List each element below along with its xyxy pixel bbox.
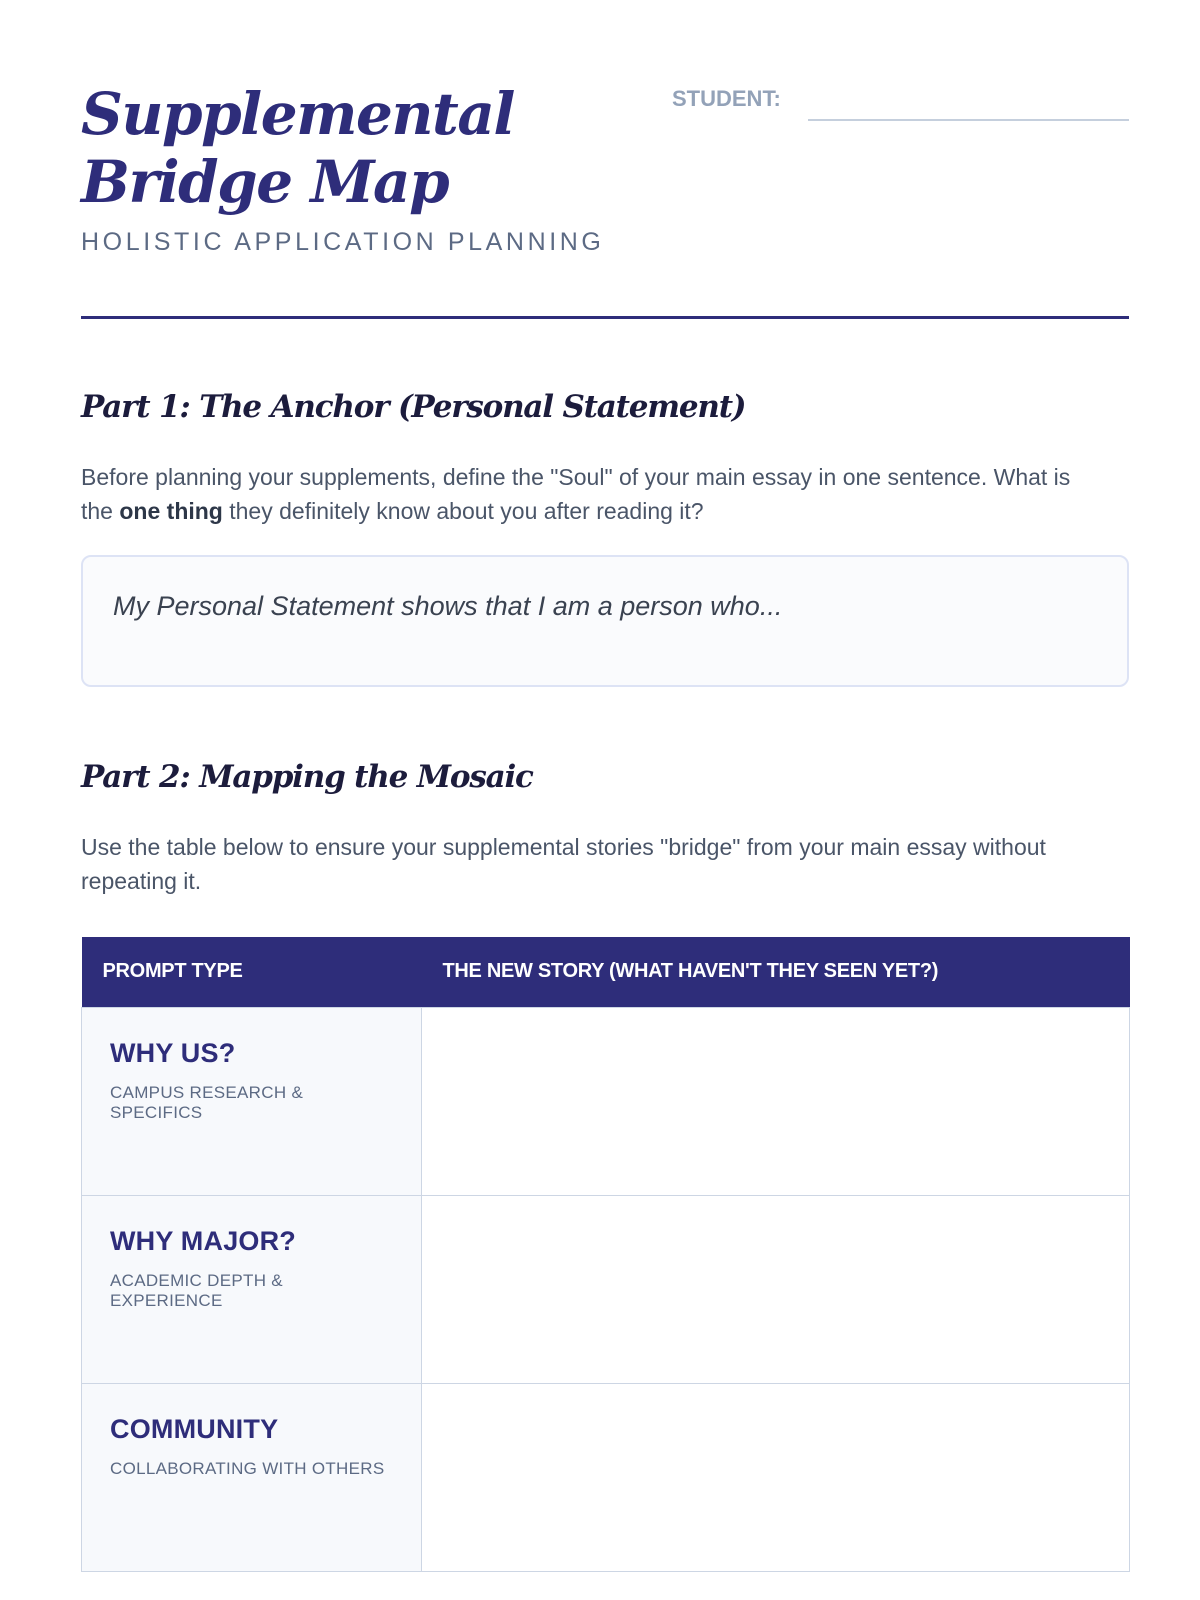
student-name-field[interactable] (808, 119, 1129, 121)
part1-desc-after: they definitely know about you after reading it? (222, 498, 704, 524)
anchor-statement-box[interactable] (81, 555, 1129, 687)
prompt-type-title: WHY US? (110, 1037, 236, 1068)
prompt-type-cell (82, 1383, 422, 1571)
part2-title: Part 2: Mapping the Mosaic (81, 759, 533, 795)
page-subtitle: HOLISTIC APPLICATION PLANNING (81, 228, 605, 256)
prompt-type-subtitle: COLLABORATING WITH OTHERS (110, 1458, 385, 1478)
new-story-cell[interactable] (422, 1007, 1130, 1195)
anchor-prompt-text: My Personal Statement shows that I am a person who... (113, 591, 783, 621)
prompt-type-cell (82, 1195, 422, 1383)
part1-desc-before: Before planning your supplements, define the "Soul" of your main essay in one sentence. What is the (81, 464, 1071, 524)
part1-title: Part 1: The Anchor (Personal Statement) (81, 389, 746, 425)
prompt-type-title: WHY MAJOR? (110, 1225, 297, 1256)
header-divider (81, 316, 1129, 319)
part2-description: Use the table below to ensure your supplemental stories "bridge" from your main essay without repeating it. (81, 834, 1046, 894)
prompt-type-title: COMMUNITY (110, 1413, 279, 1444)
prompt-type-subtitle: ACADEMIC DEPTH & EXPERIENCE (110, 1270, 283, 1310)
part1-desc-emphasis: one thing (119, 498, 223, 524)
student-label: STUDENT: (672, 86, 781, 111)
new-story-cell[interactable] (422, 1195, 1130, 1383)
new-story-cell[interactable] (422, 1383, 1130, 1571)
column-header-prompt-type: PROMPT TYPE (82, 937, 422, 1007)
table-row (82, 1383, 1130, 1571)
page-title: Supplemental Bridge Map (81, 80, 514, 216)
part1-description (81, 460, 1101, 528)
table-row (82, 1007, 1130, 1195)
table-header-row (82, 937, 1130, 1007)
table-row (82, 1195, 1130, 1383)
column-header-new-story: THE NEW STORY (WHAT HAVEN'T THEY SEEN YET?) (422, 937, 1130, 1007)
mosaic-table (81, 937, 1130, 1572)
prompt-type-subtitle: CAMPUS RESEARCH & SPECIFICS (110, 1082, 304, 1122)
header (81, 80, 1129, 320)
prompt-type-cell (82, 1007, 422, 1195)
